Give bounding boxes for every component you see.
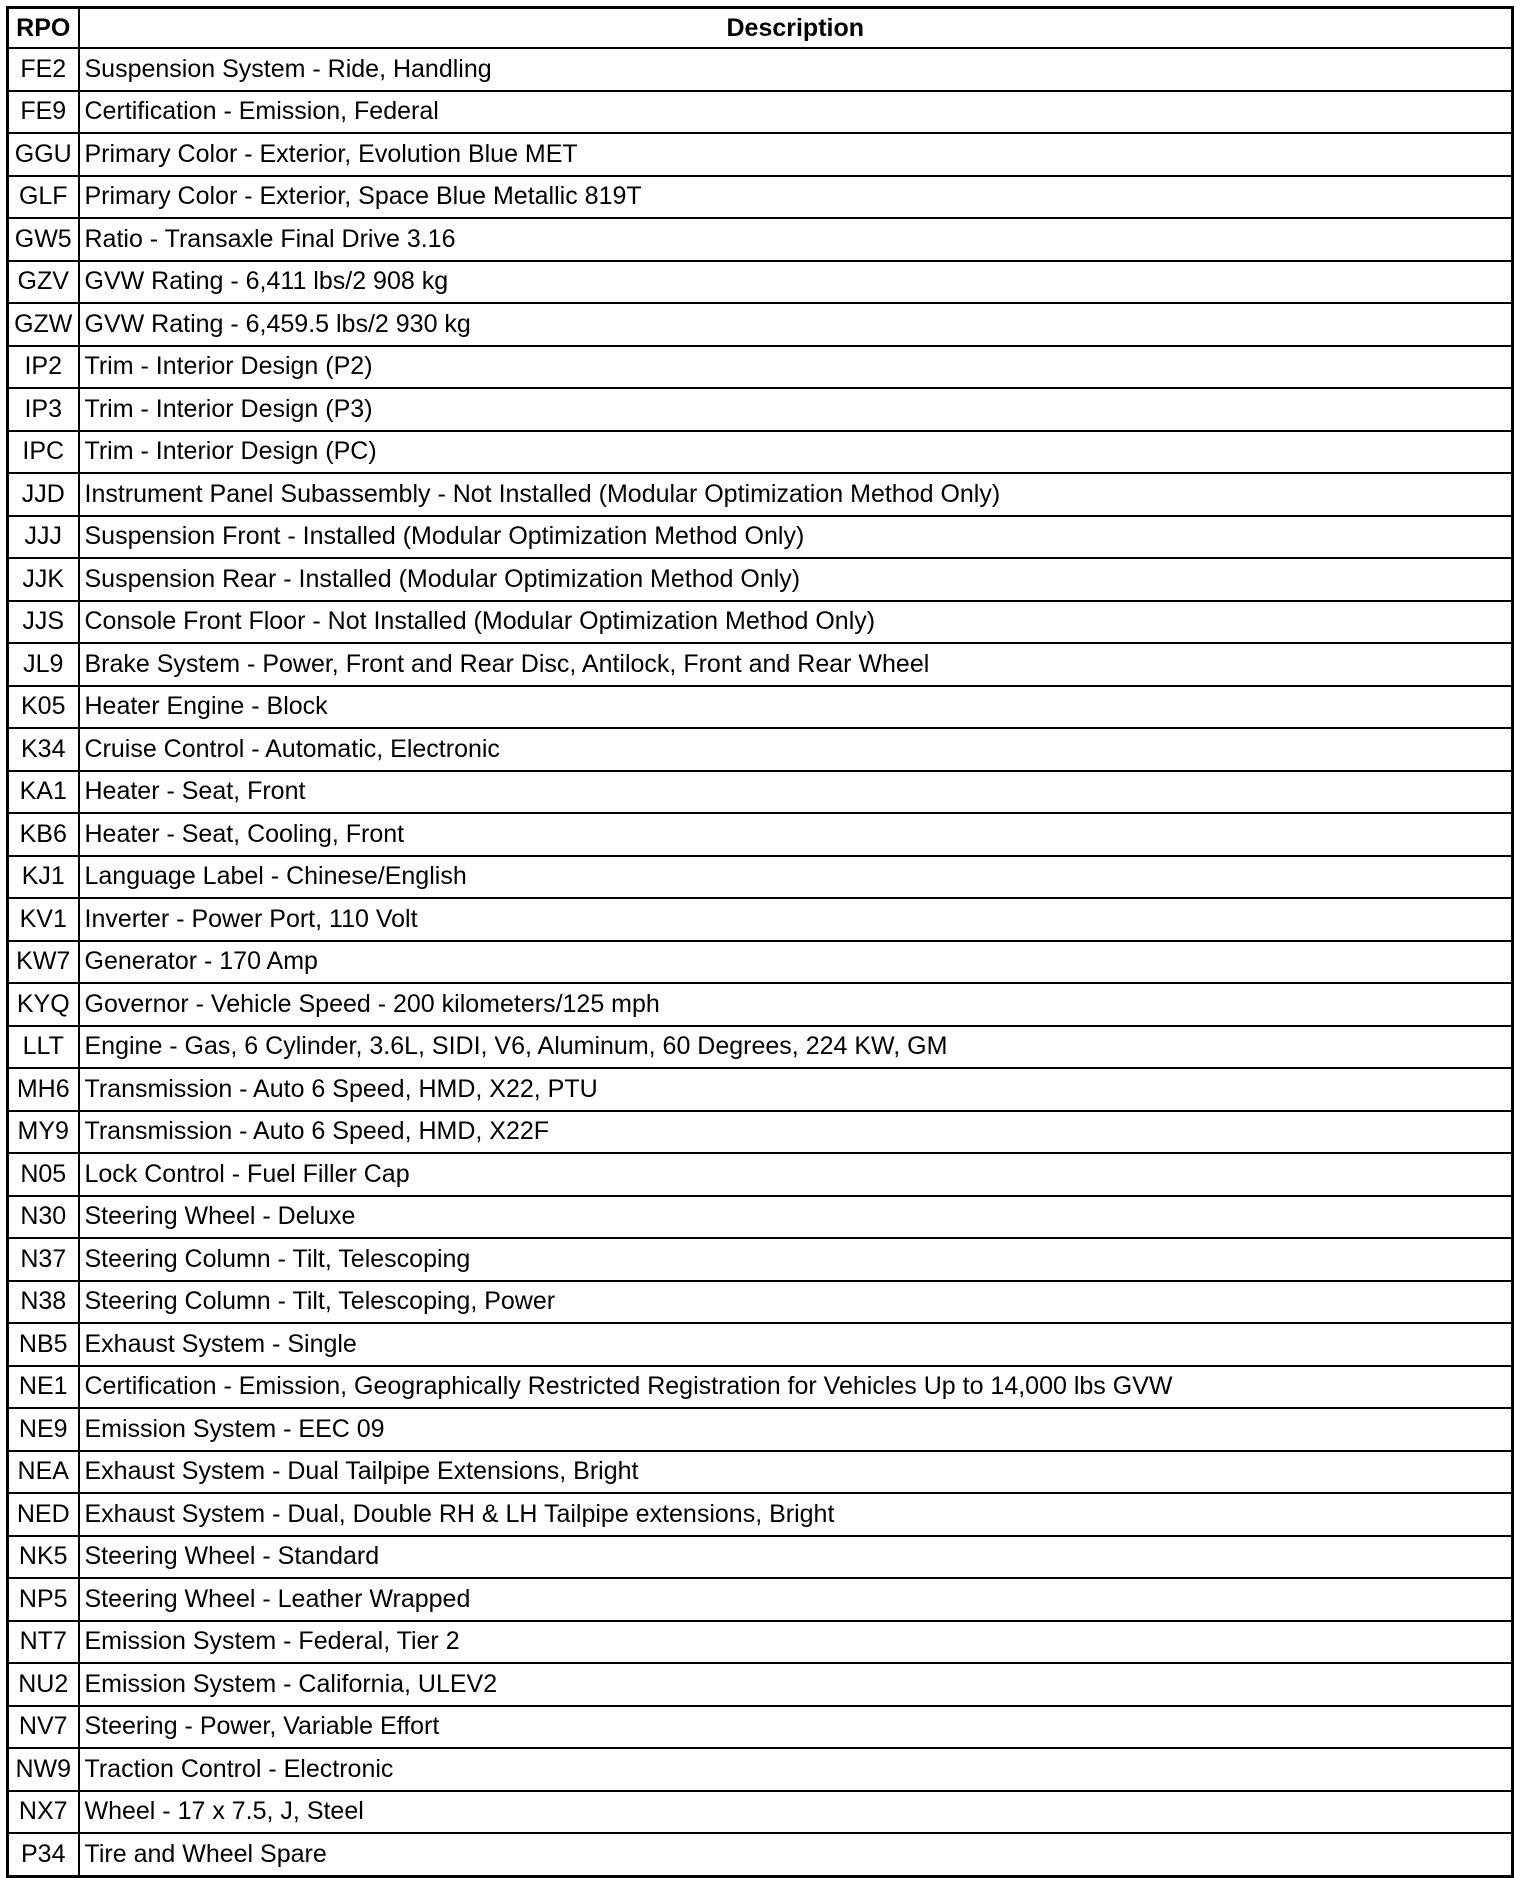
rpo-code-cell: NB5 [8, 1323, 79, 1366]
table-row [8, 346, 1513, 389]
description-cell: Tire and Wheel Spare [79, 1833, 1513, 1876]
rpo-code-cell: GLF [8, 176, 79, 219]
header-description: Description [79, 8, 1513, 49]
rpo-code-cell: IPC [8, 431, 79, 474]
rpo-code-cell: JL9 [8, 643, 79, 686]
description-cell: Transmission - Auto 6 Speed, HMD, X22, PTU [79, 1068, 1513, 1111]
description-cell: Wheel - 17 x 7.5, J, Steel [79, 1791, 1513, 1834]
description-cell: Suspension Front - Installed (Modular Optimization Method Only) [79, 516, 1513, 559]
rpo-code-cell: GW5 [8, 218, 79, 261]
rpo-code-cell: JJK [8, 558, 79, 601]
description-cell: Inverter - Power Port, 110 Volt [79, 898, 1513, 941]
description-cell: Trim - Interior Design (PC) [79, 431, 1513, 474]
description-cell: Certification - Emission, Geographically Restricted Registration for Vehicles Up to 14,000 lbs GVW [79, 1366, 1513, 1409]
table-row [8, 48, 1513, 91]
rpo-code-cell: FE2 [8, 48, 79, 91]
description-cell: Emission System - California, ULEV2 [79, 1663, 1513, 1706]
description-cell: Trim - Interior Design (P3) [79, 388, 1513, 431]
table-body [8, 48, 1513, 1876]
table-row [8, 1366, 1513, 1409]
description-cell: Heater - Seat, Cooling, Front [79, 813, 1513, 856]
rpo-code-cell: N30 [8, 1196, 79, 1239]
rpo-code-cell: N05 [8, 1153, 79, 1196]
description-cell: Suspension Rear - Installed (Modular Optimization Method Only) [79, 558, 1513, 601]
rpo-code-cell: LLT [8, 1026, 79, 1069]
rpo-code-cell: MY9 [8, 1111, 79, 1154]
table-row [8, 303, 1513, 346]
rpo-code-cell: NEA [8, 1451, 79, 1494]
rpo-code-cell: NX7 [8, 1791, 79, 1834]
table-row [8, 91, 1513, 134]
table-row [8, 643, 1513, 686]
table-row [8, 983, 1513, 1026]
description-cell: Steering Column - Tilt, Telescoping, Power [79, 1281, 1513, 1324]
description-cell: Emission System - Federal, Tier 2 [79, 1621, 1513, 1664]
table-row [8, 1706, 1513, 1749]
description-cell: Exhaust System - Dual, Double RH & LH Tailpipe extensions, Bright [79, 1493, 1513, 1536]
description-cell: Steering Column - Tilt, Telescoping [79, 1238, 1513, 1281]
rpo-code-cell: NV7 [8, 1706, 79, 1749]
table-row [8, 1196, 1513, 1239]
rpo-code-cell: KJ1 [8, 856, 79, 899]
description-cell: Exhaust System - Single [79, 1323, 1513, 1366]
table-row [8, 473, 1513, 516]
description-cell: Instrument Panel Subassembly - Not Installed (Modular Optimization Method Only) [79, 473, 1513, 516]
table-row [8, 1281, 1513, 1324]
description-cell: Generator - 170 Amp [79, 941, 1513, 984]
description-cell: Language Label - Chinese/English [79, 856, 1513, 899]
description-cell: Steering Wheel - Leather Wrapped [79, 1578, 1513, 1621]
description-cell: Certification - Emission, Federal [79, 91, 1513, 134]
description-cell: Trim - Interior Design (P2) [79, 346, 1513, 389]
table-row [8, 728, 1513, 771]
rpo-code-cell: NW9 [8, 1748, 79, 1791]
description-cell: Exhaust System - Dual Tailpipe Extensions, Bright [79, 1451, 1513, 1494]
rpo-code-cell: N38 [8, 1281, 79, 1324]
rpo-code-cell: NED [8, 1493, 79, 1536]
rpo-code-cell: JJS [8, 601, 79, 644]
rpo-code-cell: NE1 [8, 1366, 79, 1409]
rpo-code-cell: GZW [8, 303, 79, 346]
rpo-code-cell: IP2 [8, 346, 79, 389]
table-row [8, 388, 1513, 431]
rpo-code-cell: GZV [8, 261, 79, 304]
table-row [8, 1068, 1513, 1111]
table-row [8, 1111, 1513, 1154]
rpo-code-cell: N37 [8, 1238, 79, 1281]
table-header [8, 8, 1513, 49]
table-row [8, 856, 1513, 899]
table-row [8, 1578, 1513, 1621]
table-row [8, 218, 1513, 261]
rpo-code-cell: GGU [8, 133, 79, 176]
description-cell: GVW Rating - 6,459.5 lbs/2 930 kg [79, 303, 1513, 346]
rpo-code-cell: NT7 [8, 1621, 79, 1664]
table-row [8, 1748, 1513, 1791]
rpo-code-cell: MH6 [8, 1068, 79, 1111]
table-row [8, 1663, 1513, 1706]
description-cell: Cruise Control - Automatic, Electronic [79, 728, 1513, 771]
description-cell: Governor - Vehicle Speed - 200 kilometers/125 mph [79, 983, 1513, 1026]
header-row [8, 8, 1513, 49]
rpo-code-cell: IP3 [8, 388, 79, 431]
rpo-code-cell: JJJ [8, 516, 79, 559]
table-row [8, 1621, 1513, 1664]
description-cell: Emission System - EEC 09 [79, 1408, 1513, 1451]
rpo-code-cell: KV1 [8, 898, 79, 941]
description-cell: Suspension System - Ride, Handling [79, 48, 1513, 91]
rpo-code-cell: JJD [8, 473, 79, 516]
rpo-code-cell: KA1 [8, 771, 79, 814]
table-row [8, 1153, 1513, 1196]
table-row [8, 813, 1513, 856]
table-row [8, 1238, 1513, 1281]
description-cell: Lock Control - Fuel Filler Cap [79, 1153, 1513, 1196]
table-row [8, 1408, 1513, 1451]
rpo-code-cell: KW7 [8, 941, 79, 984]
description-cell: Heater - Seat, Front [79, 771, 1513, 814]
description-cell: Steering Wheel - Deluxe [79, 1196, 1513, 1239]
table-row [8, 1026, 1513, 1069]
description-cell: Transmission - Auto 6 Speed, HMD, X22F [79, 1111, 1513, 1154]
description-cell: Steering - Power, Variable Effort [79, 1706, 1513, 1749]
rpo-code-cell: KYQ [8, 983, 79, 1026]
table-row [8, 1833, 1513, 1876]
table-row [8, 431, 1513, 474]
rpo-code-cell: NP5 [8, 1578, 79, 1621]
rpo-code-cell: NE9 [8, 1408, 79, 1451]
table-row [8, 601, 1513, 644]
description-cell: Ratio - Transaxle Final Drive 3.16 [79, 218, 1513, 261]
rpo-code-cell: FE9 [8, 91, 79, 134]
table-row [8, 176, 1513, 219]
description-cell: Engine - Gas, 6 Cylinder, 3.6L, SIDI, V6, Aluminum, 60 Degrees, 224 KW, GM [79, 1026, 1513, 1069]
table-row [8, 1451, 1513, 1494]
description-cell: GVW Rating - 6,411 lbs/2 908 kg [79, 261, 1513, 304]
table-row [8, 261, 1513, 304]
rpo-code-cell: K05 [8, 686, 79, 729]
table-row [8, 898, 1513, 941]
table-row [8, 1536, 1513, 1579]
description-cell: Console Front Floor - Not Installed (Modular Optimization Method Only) [79, 601, 1513, 644]
description-cell: Primary Color - Exterior, Evolution Blue MET [79, 133, 1513, 176]
description-cell: Heater Engine - Block [79, 686, 1513, 729]
rpo-code-cell: K34 [8, 728, 79, 771]
table-row [8, 1791, 1513, 1834]
table-row [8, 558, 1513, 601]
description-cell: Brake System - Power, Front and Rear Disc, Antilock, Front and Rear Wheel [79, 643, 1513, 686]
table-row [8, 941, 1513, 984]
table-row [8, 771, 1513, 814]
table-row [8, 516, 1513, 559]
rpo-code-cell: NK5 [8, 1536, 79, 1579]
header-rpo: RPO [8, 8, 79, 49]
table-row [8, 1323, 1513, 1366]
rpo-code-cell: KB6 [8, 813, 79, 856]
description-cell: Steering Wheel - Standard [79, 1536, 1513, 1579]
description-cell: Primary Color - Exterior, Space Blue Metallic 819T [79, 176, 1513, 219]
table-row [8, 1493, 1513, 1536]
table-row [8, 133, 1513, 176]
table-row [8, 686, 1513, 729]
description-cell: Traction Control - Electronic [79, 1748, 1513, 1791]
rpo-code-cell: P34 [8, 1833, 79, 1876]
rpo-table [6, 6, 1514, 1878]
rpo-code-cell: NU2 [8, 1663, 79, 1706]
